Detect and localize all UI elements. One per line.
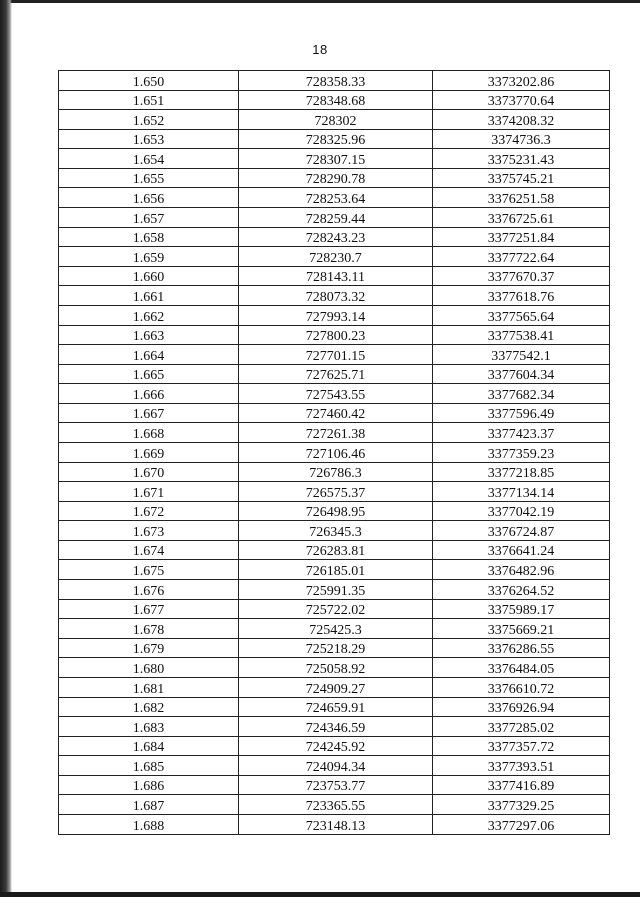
y-coordinate-cell: 3377670.37 xyxy=(433,266,610,286)
table-row xyxy=(59,149,610,169)
x-coordinate-cell: 728325.96 xyxy=(239,129,433,149)
point-id-cell: 1.677 xyxy=(59,599,239,619)
table-row xyxy=(59,717,610,737)
point-id-cell: 1.662 xyxy=(59,305,239,325)
x-coordinate-cell: 728259.44 xyxy=(239,208,433,228)
table-row xyxy=(59,462,610,482)
point-id-cell: 1.657 xyxy=(59,208,239,228)
point-id-cell: 1.686 xyxy=(59,775,239,795)
point-id-cell: 1.656 xyxy=(59,188,239,208)
y-coordinate-cell: 3376724.87 xyxy=(433,521,610,541)
x-coordinate-cell: 726185.01 xyxy=(239,560,433,580)
table-row xyxy=(59,638,610,658)
point-id-cell: 1.669 xyxy=(59,442,239,462)
point-id-cell: 1.652 xyxy=(59,110,239,130)
table-row xyxy=(59,90,610,110)
scan-border-top xyxy=(0,0,640,3)
y-coordinate-cell: 3376641.24 xyxy=(433,540,610,560)
table-row xyxy=(59,442,610,462)
y-coordinate-cell: 3377423.37 xyxy=(433,423,610,443)
x-coordinate-cell: 724659.91 xyxy=(239,697,433,717)
point-id-cell: 1.668 xyxy=(59,423,239,443)
x-coordinate-cell: 728307.15 xyxy=(239,149,433,169)
point-id-cell: 1.659 xyxy=(59,247,239,267)
table-row xyxy=(59,814,610,834)
point-id-cell: 1.683 xyxy=(59,717,239,737)
x-coordinate-cell: 726345.3 xyxy=(239,521,433,541)
point-id-cell: 1.665 xyxy=(59,364,239,384)
point-id-cell: 1.660 xyxy=(59,266,239,286)
point-id-cell: 1.680 xyxy=(59,658,239,678)
y-coordinate-cell: 3377251.84 xyxy=(433,227,610,247)
coordinates-table-body xyxy=(59,71,610,835)
x-coordinate-cell: 727261.38 xyxy=(239,423,433,443)
y-coordinate-cell: 3376926.94 xyxy=(433,697,610,717)
y-coordinate-cell: 3376610.72 xyxy=(433,677,610,697)
table-row xyxy=(59,619,610,639)
x-coordinate-cell: 725991.35 xyxy=(239,580,433,600)
y-coordinate-cell: 3377722.64 xyxy=(433,247,610,267)
table-row xyxy=(59,129,610,149)
y-coordinate-cell: 3375669.21 xyxy=(433,619,610,639)
x-coordinate-cell: 725058.92 xyxy=(239,658,433,678)
point-id-cell: 1.671 xyxy=(59,482,239,502)
x-coordinate-cell: 724245.92 xyxy=(239,736,433,756)
y-coordinate-cell: 3377416.89 xyxy=(433,775,610,795)
x-coordinate-cell: 723753.77 xyxy=(239,775,433,795)
y-coordinate-cell: 3377393.51 xyxy=(433,756,610,776)
y-coordinate-cell: 3373202.86 xyxy=(433,71,610,91)
y-coordinate-cell: 3375989.17 xyxy=(433,599,610,619)
table-row xyxy=(59,364,610,384)
table-row xyxy=(59,658,610,678)
y-coordinate-cell: 3377357.72 xyxy=(433,736,610,756)
x-coordinate-cell: 727106.46 xyxy=(239,442,433,462)
point-id-cell: 1.688 xyxy=(59,814,239,834)
y-coordinate-cell: 3377596.49 xyxy=(433,403,610,423)
page-number: 18 xyxy=(312,42,328,57)
table-row xyxy=(59,110,610,130)
table-row xyxy=(59,208,610,228)
table-row xyxy=(59,560,610,580)
table-row xyxy=(59,580,610,600)
y-coordinate-cell: 3376484.05 xyxy=(433,658,610,678)
y-coordinate-cell: 3377042.19 xyxy=(433,501,610,521)
table-row xyxy=(59,227,610,247)
point-id-cell: 1.651 xyxy=(59,90,239,110)
y-coordinate-cell: 3377565.64 xyxy=(433,305,610,325)
point-id-cell: 1.682 xyxy=(59,697,239,717)
y-coordinate-cell: 3376286.55 xyxy=(433,638,610,658)
x-coordinate-cell: 726498.95 xyxy=(239,501,433,521)
point-id-cell: 1.679 xyxy=(59,638,239,658)
table-row xyxy=(59,697,610,717)
scan-border-left xyxy=(0,0,12,897)
table-row xyxy=(59,71,610,91)
point-id-cell: 1.650 xyxy=(59,71,239,91)
table-row xyxy=(59,501,610,521)
point-id-cell: 1.672 xyxy=(59,501,239,521)
x-coordinate-cell: 727800.23 xyxy=(239,325,433,345)
y-coordinate-cell: 3377542.1 xyxy=(433,345,610,365)
point-id-cell: 1.655 xyxy=(59,168,239,188)
point-id-cell: 1.658 xyxy=(59,227,239,247)
table-row xyxy=(59,521,610,541)
x-coordinate-cell: 728358.33 xyxy=(239,71,433,91)
point-id-cell: 1.673 xyxy=(59,521,239,541)
x-coordinate-cell: 727993.14 xyxy=(239,305,433,325)
y-coordinate-cell: 3377618.76 xyxy=(433,286,610,306)
point-id-cell: 1.670 xyxy=(59,462,239,482)
point-id-cell: 1.654 xyxy=(59,149,239,169)
y-coordinate-cell: 3377359.23 xyxy=(433,442,610,462)
y-coordinate-cell: 3377285.02 xyxy=(433,717,610,737)
y-coordinate-cell: 3377297.06 xyxy=(433,814,610,834)
table-row xyxy=(59,325,610,345)
x-coordinate-cell: 723148.13 xyxy=(239,814,433,834)
x-coordinate-cell: 728302 xyxy=(239,110,433,130)
x-coordinate-cell: 726575.37 xyxy=(239,482,433,502)
point-id-cell: 1.664 xyxy=(59,345,239,365)
x-coordinate-cell: 727460.42 xyxy=(239,403,433,423)
x-coordinate-cell: 725218.29 xyxy=(239,638,433,658)
table-row xyxy=(59,775,610,795)
x-coordinate-cell: 725425.3 xyxy=(239,619,433,639)
y-coordinate-cell: 3377682.34 xyxy=(433,384,610,404)
y-coordinate-cell: 3376264.52 xyxy=(433,580,610,600)
point-id-cell: 1.678 xyxy=(59,619,239,639)
coordinates-table xyxy=(58,70,610,835)
x-coordinate-cell: 728348.68 xyxy=(239,90,433,110)
x-coordinate-cell: 727543.55 xyxy=(239,384,433,404)
point-id-cell: 1.661 xyxy=(59,286,239,306)
x-coordinate-cell: 728290.78 xyxy=(239,168,433,188)
table-row xyxy=(59,795,610,815)
y-coordinate-cell: 3377329.25 xyxy=(433,795,610,815)
y-coordinate-cell: 3375745.21 xyxy=(433,168,610,188)
x-coordinate-cell: 725722.02 xyxy=(239,599,433,619)
x-coordinate-cell: 727701.15 xyxy=(239,345,433,365)
x-coordinate-cell: 724909.27 xyxy=(239,677,433,697)
point-id-cell: 1.684 xyxy=(59,736,239,756)
y-coordinate-cell: 3377134.14 xyxy=(433,482,610,502)
y-coordinate-cell: 3376725.61 xyxy=(433,208,610,228)
point-id-cell: 1.663 xyxy=(59,325,239,345)
x-coordinate-cell: 724346.59 xyxy=(239,717,433,737)
x-coordinate-cell: 726283.81 xyxy=(239,540,433,560)
table-row xyxy=(59,247,610,267)
table-row xyxy=(59,305,610,325)
table-row xyxy=(59,540,610,560)
table-row xyxy=(59,677,610,697)
table-row xyxy=(59,423,610,443)
point-id-cell: 1.674 xyxy=(59,540,239,560)
x-coordinate-cell: 728243.23 xyxy=(239,227,433,247)
x-coordinate-cell: 726786.3 xyxy=(239,462,433,482)
y-coordinate-cell: 3373770.64 xyxy=(433,90,610,110)
table-row xyxy=(59,756,610,776)
x-coordinate-cell: 727625.71 xyxy=(239,364,433,384)
scan-border-bottom xyxy=(0,892,640,897)
x-coordinate-cell: 728073.32 xyxy=(239,286,433,306)
point-id-cell: 1.676 xyxy=(59,580,239,600)
point-id-cell: 1.667 xyxy=(59,403,239,423)
point-id-cell: 1.653 xyxy=(59,129,239,149)
y-coordinate-cell: 3376251.58 xyxy=(433,188,610,208)
y-coordinate-cell: 3375231.43 xyxy=(433,149,610,169)
table-row xyxy=(59,266,610,286)
point-id-cell: 1.666 xyxy=(59,384,239,404)
table-row xyxy=(59,286,610,306)
point-id-cell: 1.681 xyxy=(59,677,239,697)
table-row xyxy=(59,168,610,188)
point-id-cell: 1.687 xyxy=(59,795,239,815)
y-coordinate-cell: 3377604.34 xyxy=(433,364,610,384)
table-row xyxy=(59,345,610,365)
x-coordinate-cell: 728143.11 xyxy=(239,266,433,286)
table-row xyxy=(59,599,610,619)
y-coordinate-cell: 3377538.41 xyxy=(433,325,610,345)
y-coordinate-cell: 3374208.32 xyxy=(433,110,610,130)
table-row xyxy=(59,188,610,208)
table-row xyxy=(59,482,610,502)
x-coordinate-cell: 724094.34 xyxy=(239,756,433,776)
table-row xyxy=(59,384,610,404)
point-id-cell: 1.685 xyxy=(59,756,239,776)
table-row xyxy=(59,736,610,756)
y-coordinate-cell: 3376482.96 xyxy=(433,560,610,580)
x-coordinate-cell: 728230.7 xyxy=(239,247,433,267)
x-coordinate-cell: 723365.55 xyxy=(239,795,433,815)
y-coordinate-cell: 3374736.3 xyxy=(433,129,610,149)
table-row xyxy=(59,403,610,423)
point-id-cell: 1.675 xyxy=(59,560,239,580)
y-coordinate-cell: 3377218.85 xyxy=(433,462,610,482)
x-coordinate-cell: 728253.64 xyxy=(239,188,433,208)
